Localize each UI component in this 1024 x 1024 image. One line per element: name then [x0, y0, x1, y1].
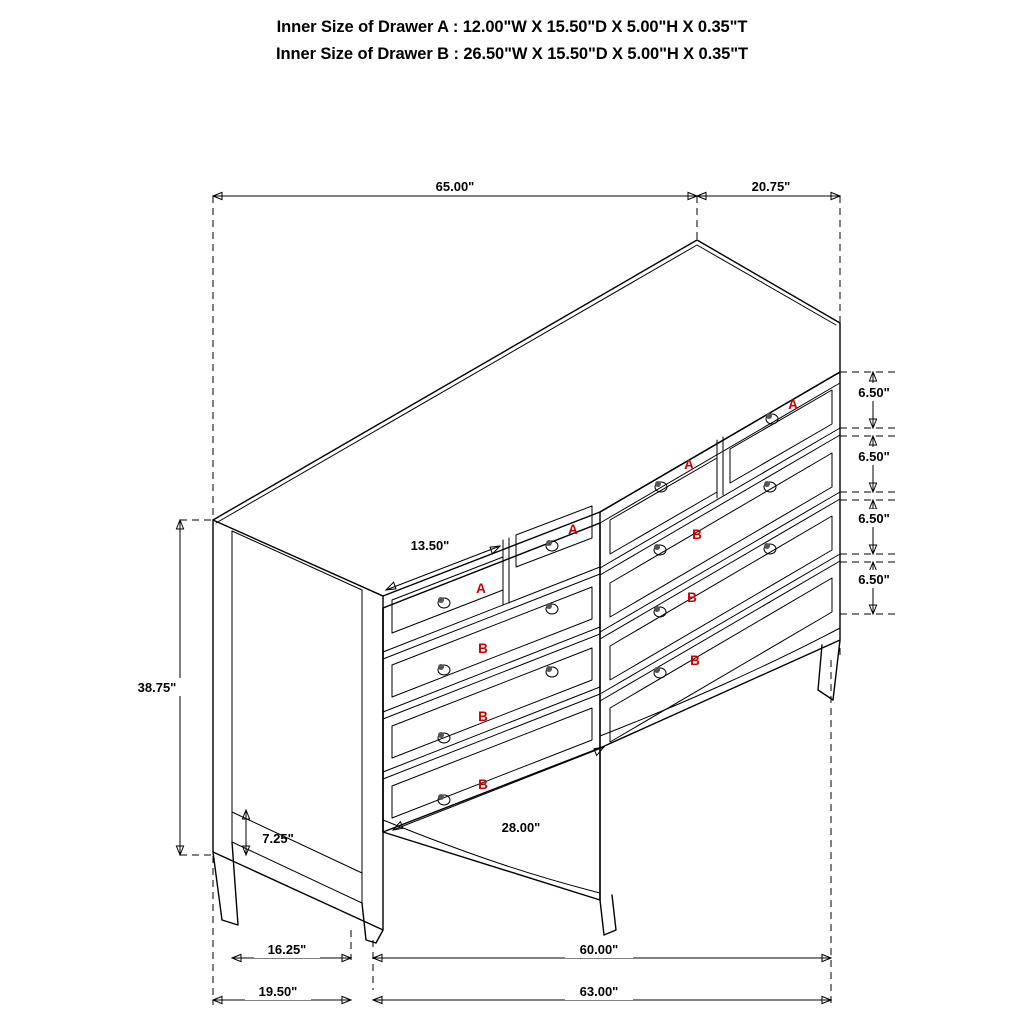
- dim-leg-clearance-label: 7.25": [262, 831, 294, 846]
- drawer-label-a-3: A: [568, 522, 578, 537]
- dim-row-3: 6.50": [858, 511, 890, 526]
- dim-bottom-row-2: [213, 982, 831, 1004]
- drawer-label-b-1: B: [692, 527, 702, 542]
- dim-top-width-label: 65.00": [435, 179, 475, 194]
- dim-base-front-label: 60.00": [579, 942, 619, 957]
- drawer-type-labels: [476, 397, 798, 792]
- dim-bottom-row-1: [232, 940, 831, 962]
- dim-leg-clearance: [242, 810, 293, 855]
- dim-base-front-outer-label: 63.00": [579, 984, 619, 999]
- drawer-label-b-2: B: [687, 590, 697, 605]
- dim-total-height-label: 38.75": [137, 680, 177, 695]
- dim-total-height: [128, 520, 186, 855]
- drawer-label-a-2: A: [684, 457, 694, 472]
- dim-drawer-front-large-label: 28.00": [501, 820, 541, 835]
- cabinet-body: [213, 240, 840, 943]
- header-line-1: Inner Size of Drawer A : 12.00"W X 15.50"D X 5.00"H X 0.35"T: [276, 18, 748, 36]
- drawer-label-a-4: A: [476, 581, 486, 596]
- dim-drawer-front-large: [393, 747, 604, 836]
- dim-row-heights: [840, 372, 902, 614]
- dim-row-2: 6.50": [858, 449, 890, 464]
- drawer-label-b-3: B: [690, 653, 700, 668]
- drawer-label-b-6: B: [478, 777, 488, 792]
- dim-top-depth-label: 20.75": [751, 179, 791, 194]
- dim-top-depth: [697, 176, 840, 200]
- dim-base-side-outer-label: 19.50": [258, 984, 298, 999]
- header-line-2: Inner Size of Drawer B : 26.50"W X 15.50"D X 5.00"H X 0.35"T: [276, 45, 748, 63]
- dim-top-width: [213, 176, 697, 200]
- drawer-label-b-5: B: [478, 709, 488, 724]
- drawer-label-b-4: B: [478, 641, 488, 656]
- dimension-guides: [180, 196, 840, 1005]
- dim-row-1: 6.50": [858, 385, 890, 400]
- drawer-label-a-1: A: [788, 397, 798, 412]
- dim-drawer-front-small-label: 13.50": [410, 538, 450, 553]
- dim-base-side-label: 16.25": [267, 942, 307, 957]
- dim-row-4: 6.50": [858, 572, 890, 587]
